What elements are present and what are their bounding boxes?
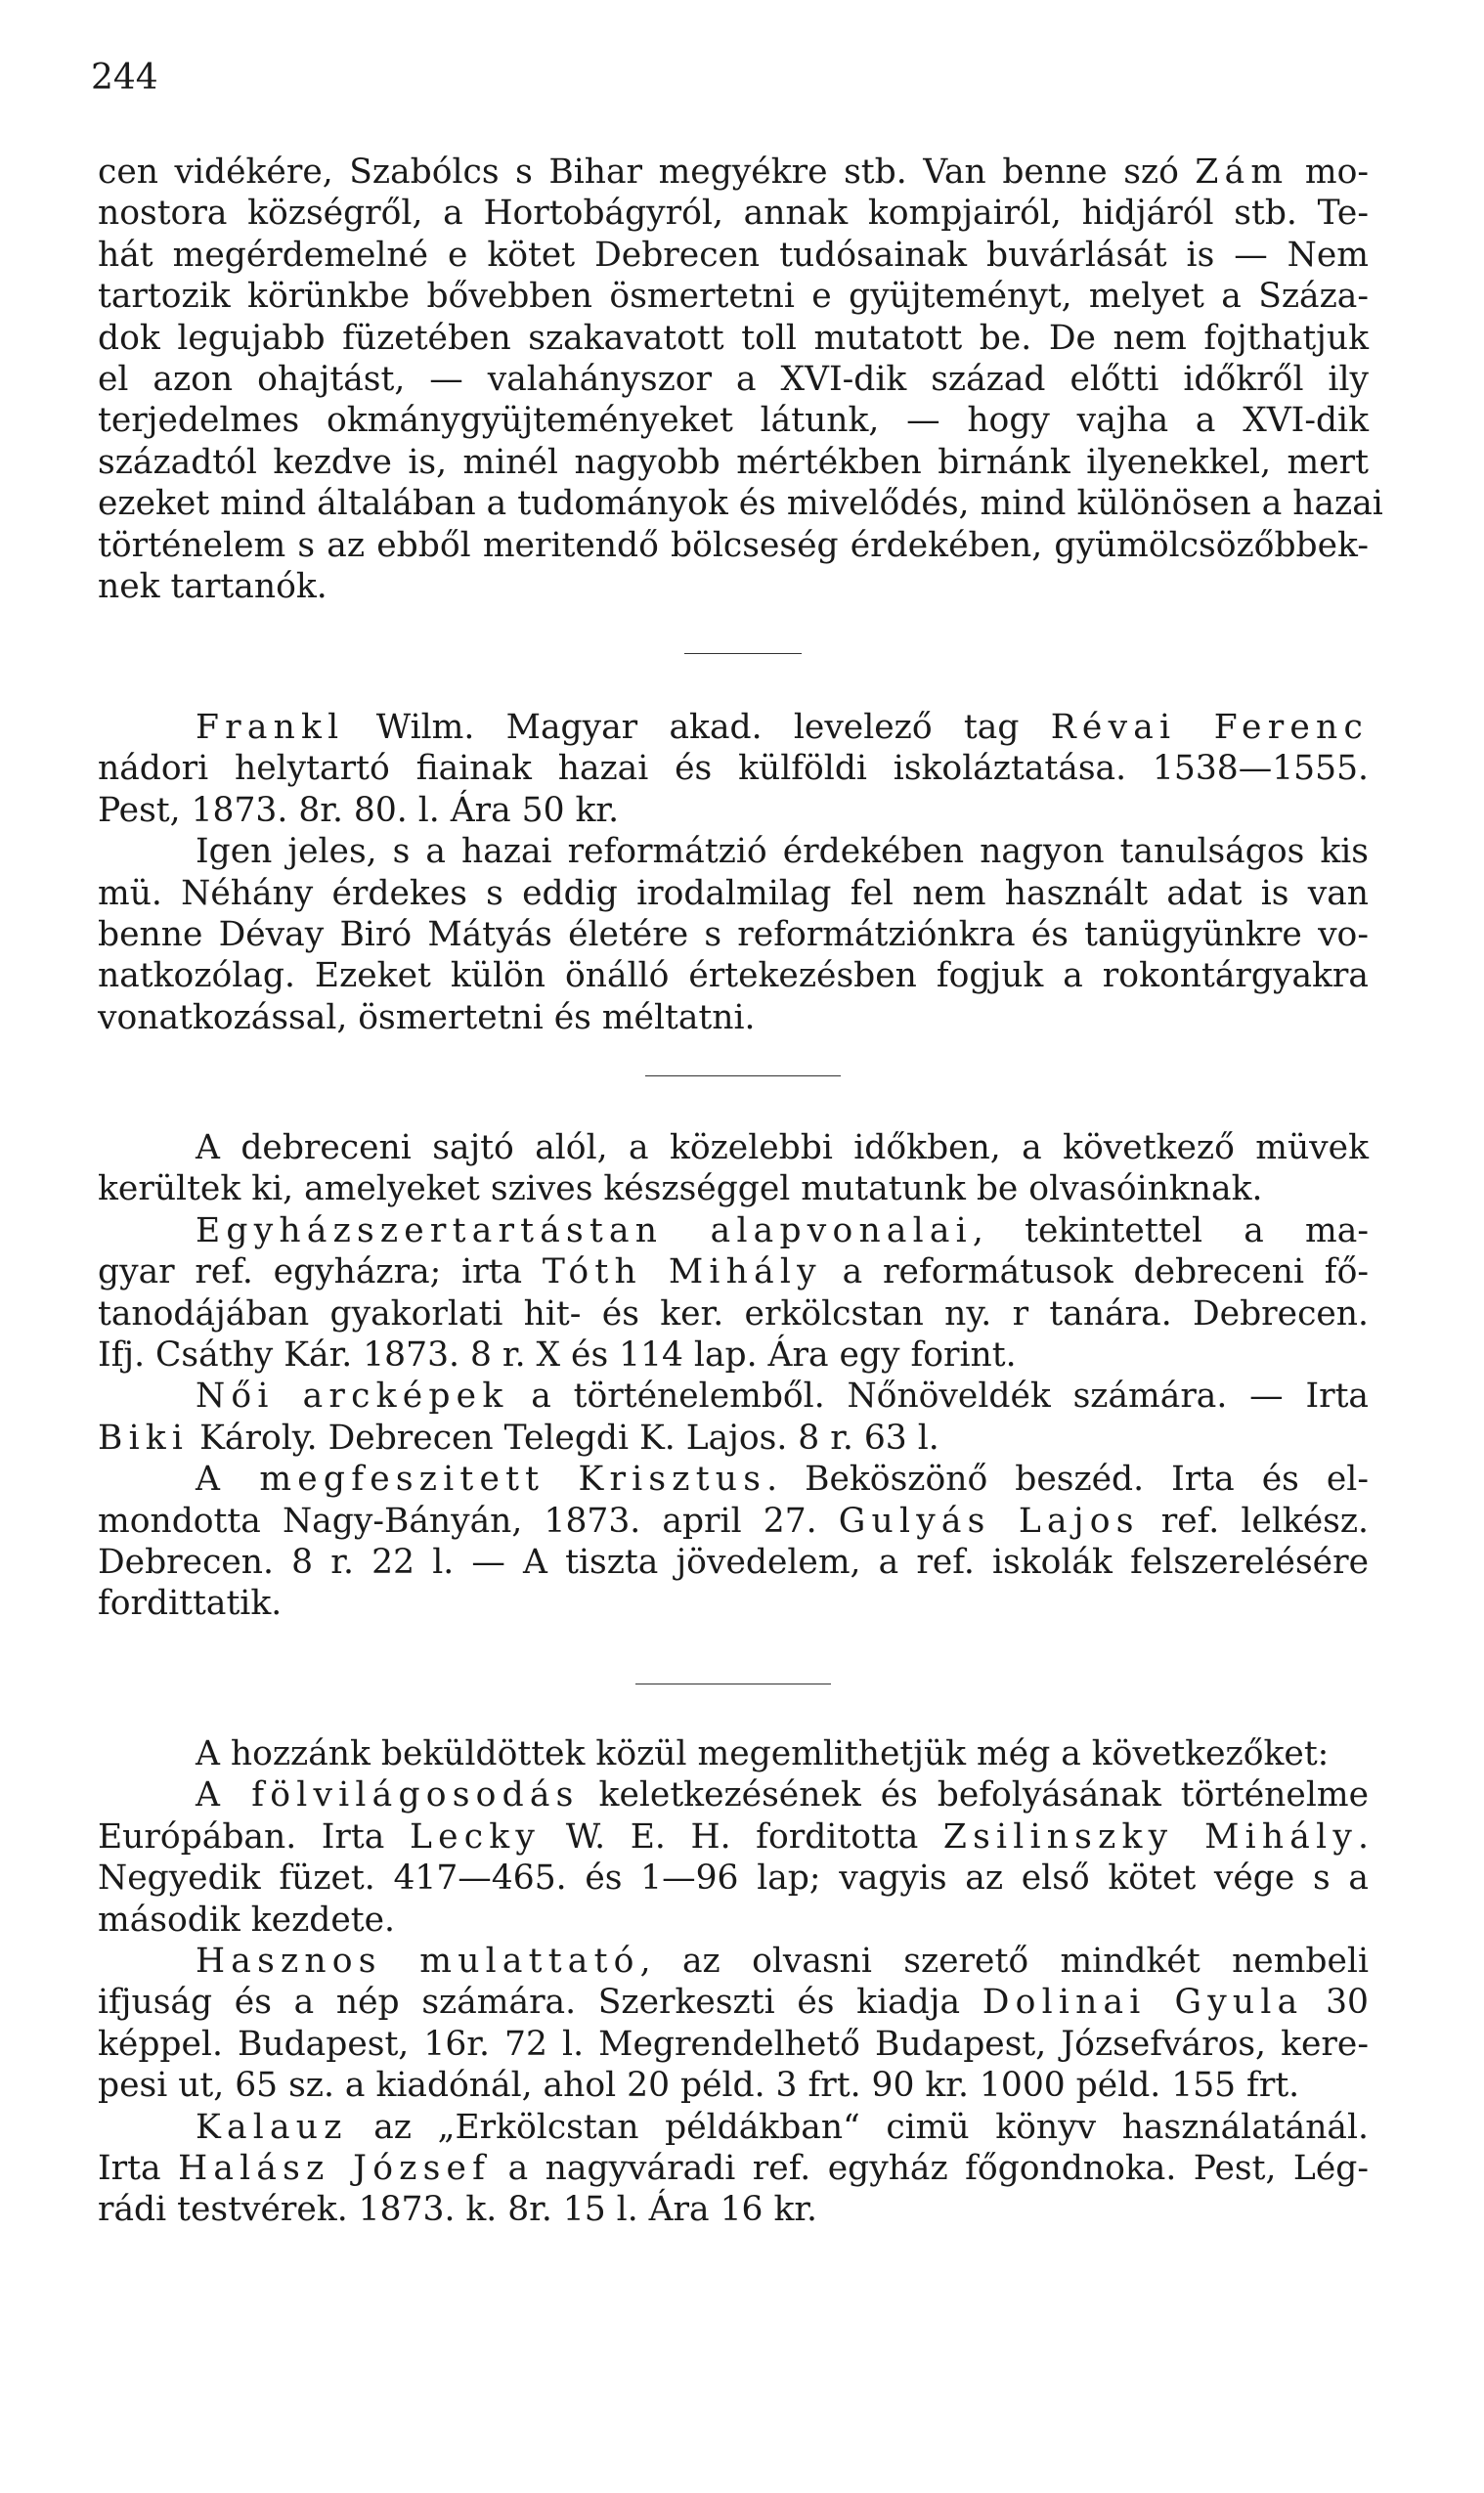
text-line: Kalauz az „Erkölcstan példákban“ cimü könyv használatánál. xyxy=(196,2107,1369,2147)
text-line: vonatkozással, ösmertetni és méltatni. xyxy=(98,997,756,1037)
author-name: Lecky xyxy=(409,1816,542,1857)
text-line: nostora községről, a Hortobágyról, annak kompjairól, hidjáról stb. Te- xyxy=(98,194,1369,234)
author-name: Gulyás Lajos xyxy=(838,1501,1140,1541)
text-line: Ifj. Csáthy Kár. 1873. 8 r. X és 114 lap. Ára egy forint. xyxy=(98,1335,1017,1376)
book-title: Női arcképek xyxy=(196,1377,509,1417)
text-line: tartozik körünkbe bővebben ösmertetni e gyüjteményt, melyet a Száza- xyxy=(98,277,1369,317)
text-line: A fölvilágosodás keletkezésének és befolyásának történelme xyxy=(196,1775,1369,1815)
book-title: A megfeszitett Krisztus xyxy=(196,1460,767,1500)
section-divider xyxy=(645,1075,841,1076)
book-title: Kalauz xyxy=(196,2107,348,2147)
text-line: Egyházszertartástan alapvonalai, tekintettel a ma- xyxy=(196,1210,1369,1250)
text-line: nádori helytartó fiainak hazai és külföldi iskoláztatása. 1538—1555. xyxy=(98,749,1369,789)
text-line: Biki Károly. Debrecen Telegdi K. Lajos. 8 r. 63 l. xyxy=(98,1418,939,1458)
book-title: Egyházszertartástan alapvonalai xyxy=(196,1210,973,1250)
text-line: Női arcképek a történelemből. Nőnöveldék számára. — Irta xyxy=(196,1377,1370,1417)
text-line: Hasznos mulattató, az olvasni szerető mindkét nembeli xyxy=(196,1942,1369,1982)
author-name: Halász József xyxy=(178,2149,492,2189)
text-line: hát megérdemelné e kötet Debrecen tudósainak buvárlását is — Nem xyxy=(98,235,1369,275)
text-line: natkozólag. Ezeket külön önálló értekezésben fogjuk a rokontárgyakra xyxy=(98,956,1369,996)
author-name: Tóth Mihály xyxy=(542,1252,822,1292)
text-line: második kezdete. xyxy=(98,1900,395,1940)
text-line: rádi testvérek. 1873. k. 8r. 15 l. Ára 16 kr. xyxy=(98,2190,818,2230)
paragraph-2 xyxy=(98,707,1369,1038)
book-title: Hasznos mulattató xyxy=(196,1942,640,1982)
subject-name: Révai Ferenc xyxy=(1050,708,1369,747)
text-line: ezeket mind általában a tudományok és mivelődés, mind különösen a hazai xyxy=(98,484,1383,524)
author-name: Biki xyxy=(98,1418,190,1458)
paragraph-1 xyxy=(98,152,1383,607)
text-line: el azon ohajtást, — valahányszor a XVI-dik század előtti időkről ily xyxy=(98,360,1369,400)
text-line: Pest, 1873. 8r. 80. l. Ára 50 kr. xyxy=(98,790,620,830)
text-line: képpel. Budapest, 16r. 72 l. Megrendelhető Budapest, Józsefváros, kere- xyxy=(98,2024,1369,2064)
text-line: benne Dévay Biró Mátyás életére s reformátziónkra és tanügyünkre vo- xyxy=(98,915,1369,955)
text-line: Negyedik füzet. 417—465. és 1—96 lap; vagyis az első kötet vége s a xyxy=(98,1859,1369,1899)
text-line: dok legujabb füzetében szakavatott toll mutatott be. De nem fojthatjuk xyxy=(98,318,1369,358)
text-line: nek tartanók. xyxy=(98,567,327,607)
text-line: mondotta Nagy-Bányán, 1873. april 27. Gulyás Lajos ref. lelkész. xyxy=(98,1501,1369,1541)
paragraph-4 xyxy=(98,1733,1369,2231)
editor-name: Dolinai Gyula xyxy=(982,1983,1304,2023)
text-line: kerültek ki, amelyeket szives készséggel mutatunk be olvasóinknak. xyxy=(98,1169,1263,1209)
text-line: gyar ref. egyházra; irta Tóth Mihály a reformátusok debreceni fő- xyxy=(98,1252,1369,1292)
text-line: Európában. Irta Lecky W. E. H. forditotta Zsilinszky Mihály. xyxy=(98,1816,1370,1857)
paragraph-3 xyxy=(98,1127,1369,1625)
text-line: A megfeszitett Krisztus. Beköszönő beszéd. Irta és el- xyxy=(196,1460,1369,1500)
text-line: Irta Halász József a nagyváradi ref. egyház főgondnoka. Pest, Lég- xyxy=(98,2149,1369,2189)
text-line: Debrecen. 8 r. 22 l. — A tiszta jövedelem, a ref. iskolák felszerelésére xyxy=(98,1543,1369,1583)
spaced-name: Zám xyxy=(1195,153,1289,192)
book-title: A fölvilágosodás xyxy=(196,1775,580,1815)
translator-name: Zsilinszky Mihály xyxy=(942,1816,1359,1857)
text-line: cen vidékére, Szabólcs s Bihar megyékre stb. Van benne szó Zám mo- xyxy=(98,153,1370,192)
text-line: mü. Néhány érdekes s eddig irodalmilag fel nem használt adat is van xyxy=(98,873,1369,913)
text-line: ifjuság és a nép számára. Szerkeszti és kiadja Dolinai Gyula 30 xyxy=(98,1983,1369,2023)
page-number: 244 xyxy=(91,58,158,98)
text-line: terjedelmes okmánygyüjteményeket látunk, — hogy vajha a XVI-dik xyxy=(98,401,1369,441)
text-line: pesi ut, 65 sz. a kiadónál, ahol 20 péld. 3 frt. 90 kr. 1000 péld. 155 frt. xyxy=(98,2066,1300,2106)
text-line: századtól kezdve is, minél nagyobb mértékben birnánk ilyenekkel, mert xyxy=(98,442,1369,482)
text-line: A debreceni sajtó alól, a közelebbi időkben, a következő müvek xyxy=(196,1128,1369,1167)
text-line: tanodájában gyakorlati hit- és ker. erkölcstan ny. r tanára. Debrecen. xyxy=(98,1293,1369,1334)
text-line: A hozzánk beküldöttek közül megemlithetjük még a következőket: xyxy=(196,1734,1330,1773)
text-line: fordittatik. xyxy=(98,1584,283,1624)
text-line: történelem s az ebből meritendő bölcseség érdekében, gyümölcsözőbbek- xyxy=(98,525,1369,565)
author-name: Frankl xyxy=(196,708,345,747)
section-divider xyxy=(684,653,802,654)
text-line: Igen jeles, s a hazai reformátzió érdekében nagyon tanulságos kis xyxy=(196,832,1369,872)
text-line: Frankl Wilm. Magyar akad. levelező tag Révai Ferenc xyxy=(196,708,1369,747)
